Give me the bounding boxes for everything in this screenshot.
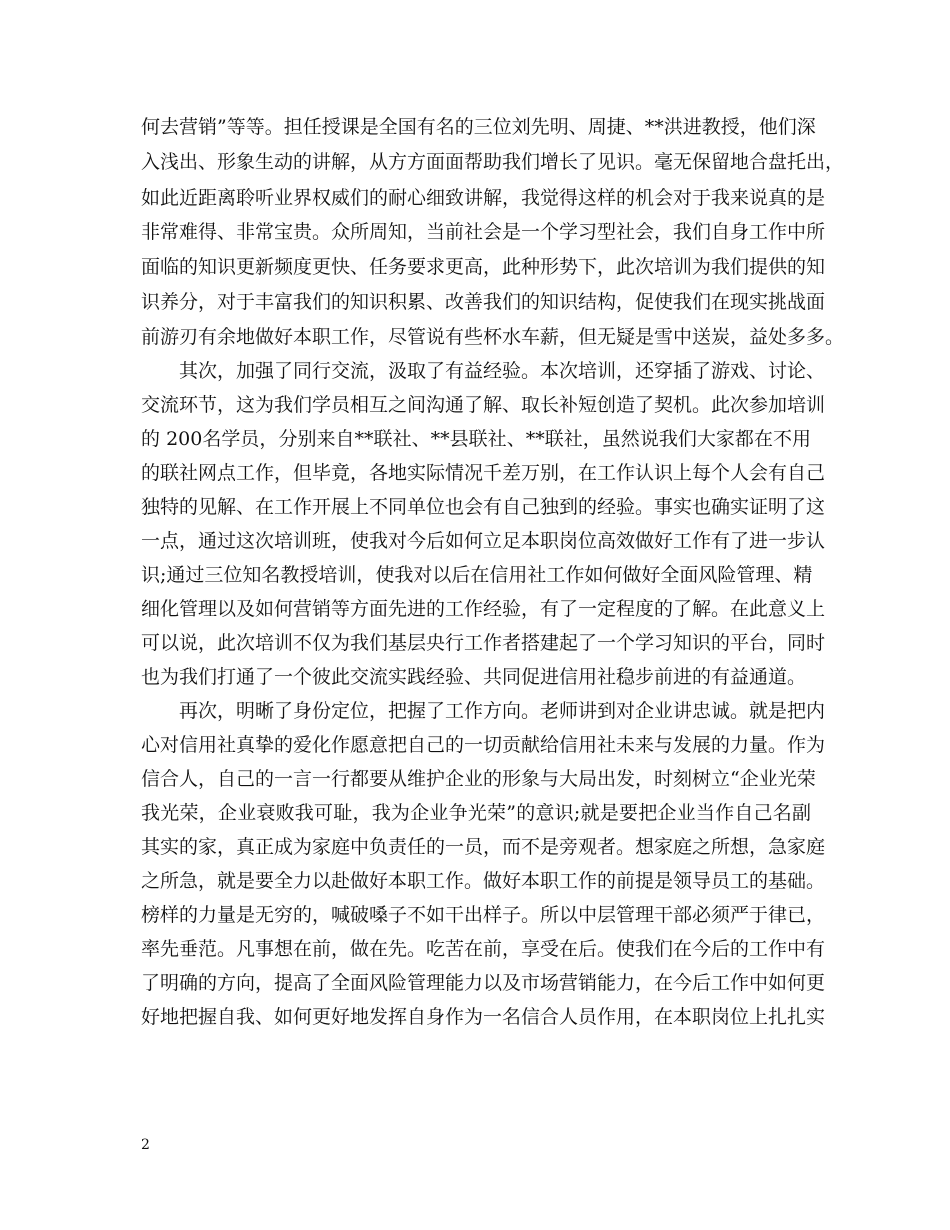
text-line: 如此近距离聆听业界权威们的耐心细致讲解，我觉得这样的机会对于我来说真的是	[141, 187, 826, 209]
text-line: 信合人，自己的一言一行都要从维护企业的形象与大局出发，时刻树立“企业光荣	[141, 768, 816, 790]
text-line: 榜样的力量是无穷的，喊破嗓子不如干出样子。所以中层管理干部必须严于律已，	[141, 904, 826, 926]
text-line: 我光荣，企业衰败我可耻，我为企业争光荣”的意识;就是要把企业当作自己名副	[141, 802, 811, 824]
text-line: 面临的知识更新频度更快、任务要求更高，此种形势下，此次培训为我们提供的知	[141, 256, 826, 278]
paragraph-start-line: 其次，加强了同行交流，汲取了有益经验。本次培训，还穿插了游戏、讨论、	[179, 360, 826, 382]
text-line: 细化管理以及如何营销等方面先进的工作经验，有了一定程度的了解。在此意义上	[141, 598, 826, 620]
text-line: 识养分，对于丰富我们的知识积累、改善我们的知识结构，促使我们在现实挑战面	[141, 291, 826, 313]
text-line: 何去营销”等等。担任授课是全国有名的三位刘先明、周捷、**洪进教授，他们深	[141, 116, 816, 138]
paragraph-start-line: 再次，明晰了身份定位，把握了工作方向。老师讲到对企业讲忠诚。就是把内	[179, 700, 826, 722]
text-line: 的 200名学员，分别来自**联社、**县联社、**联社，虽然说我们大家都在不用	[141, 428, 811, 450]
text-line: 了明确的方向，提高了全面风险管理能力以及市场营销能力，在今后工作中如何更	[141, 972, 826, 994]
text-line: 一点，通过这次培训班，使我对今后如何立足本职岗位高效做好工作有了进一步认	[141, 530, 826, 552]
page-number: 2	[141, 1137, 150, 1153]
text-line: 其实的家，真正成为家庭中负责任的一员，而不是旁观者。想家庭之所想，急家庭	[141, 836, 826, 858]
text-line: 的联社网点工作，但毕竟，各地实际情况千差万别，在工作认识上每个人会有自己	[141, 462, 826, 484]
text-line: 识;通过三位知名教授培训，使我对以后在信用社工作如何做好全面风险管理、精	[141, 564, 813, 586]
text-line: 入浅出、形象生动的讲解，从方方面面帮助我们增长了见识。毫无保留地合盘托出，	[141, 151, 845, 173]
text-line: 之所急，就是要全力以赴做好本职工作。做好本职工作的前提是领导员工的基础。	[141, 870, 826, 892]
text-line: 非常难得、非常宝贵。众所周知，当前社会是一个学习型社会，我们自身工作中所	[141, 221, 826, 243]
text-line: 前游刃有余地做好本职工作，尽管说有些杯水车薪，但无疑是雪中送炭，益处多多。	[141, 326, 845, 348]
text-line: 好地把握自我、如何更好地发挥自身作为一名信合人员作用，在本职岗位上扎扎实	[141, 1006, 826, 1028]
text-line: 率先垂范。凡事想在前，做在先。吃苦在前，享受在后。使我们在今后的工作中有	[141, 938, 826, 960]
paragraph-end-line: 也为我们打通了一个彼此交流实践经验、共同促进信用社稳步前进的有益通道。	[141, 666, 807, 688]
text-line: 交流环节，这为我们学员相互之间沟通了解、取长补短创造了契机。此次参加培训	[141, 394, 826, 416]
text-line: 心对信用社真挚的爱化作愿意把自己的一切贡献给信用社未来与发展的力量。作为	[141, 734, 826, 756]
text-line: 可以说，此次培训不仅为我们基层央行工作者搭建起了一个学习知识的平台，同时	[141, 632, 826, 654]
text-line: 独特的见解、在工作开展上不同单位也会有自己独到的经验。事实也确实证明了这	[141, 496, 826, 518]
